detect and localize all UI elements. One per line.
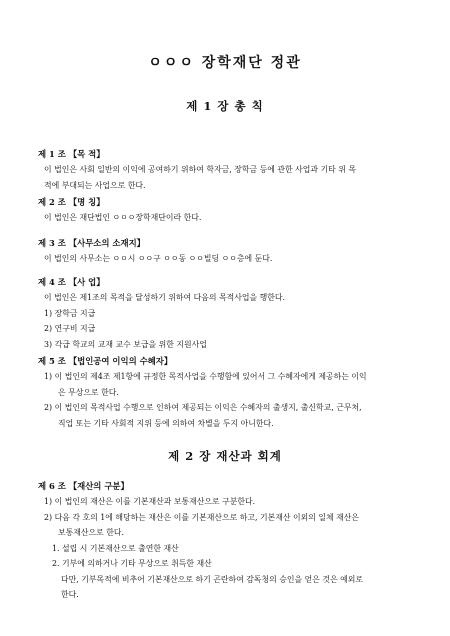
- article-2-line-1: 이 법인은 재단법인 ㅇㅇㅇ장학재단이라 한다.: [44, 213, 202, 222]
- article-5-para-2: 2) 이 법인의 목적사업 수행으로 인하여 제공되는 이익은 수혜자의 출생지, 출신학교, 근무처,: [44, 403, 362, 412]
- article-1: [38, 148, 416, 193]
- article-6-item-1: 1. 설립 시 기본재산으로 출연한 재산: [52, 543, 179, 553]
- article-6: [38, 480, 416, 603]
- article-6-para-1: 1) 이 법인의 재산은 이를 기본재산과 보통재산으로 구분한다.: [44, 497, 256, 506]
- article-6-item-2-proviso-cont: 한다.: [61, 590, 79, 599]
- article-5-para-1-cont: 은 무상으로 한다.: [58, 387, 119, 397]
- article-4-item-2: 2) 연구비 지급: [44, 324, 96, 333]
- chapter-2-heading: 제 2 장 재산과 회계: [168, 449, 282, 463]
- article-3: [38, 237, 416, 267]
- chapter-1-heading: 제 1 장 총 칙: [186, 99, 264, 113]
- article-5: [38, 355, 416, 431]
- article-3-line-1: 이 법인의 사무소는 ㅇㅇ시 ㅇㅇ구 ㅇㅇ동 ㅇㅇ빌딩 ㅇㅇ층에 둔다.: [44, 254, 273, 263]
- article-4-line-1: 이 법인은 제1조의 목적을 달성하기 위하여 다음의 목적사업을 행한다.: [44, 293, 286, 302]
- article-4-item-3: 3) 각급 학교의 교재 교수 보급을 위한 지원사업: [44, 339, 207, 349]
- article-4: [38, 276, 416, 352]
- document-title: ㅇㅇㅇ 장학재단 정관: [148, 55, 302, 71]
- article-6-item-2: 2. 기부에 의하거나 기타 무상으로 취득한 재산: [52, 559, 212, 568]
- article-5-para-2-cont: 직업 또는 기타 사회적 지위 등에 의하여 차별을 두지 아니한다.: [58, 418, 274, 428]
- article-2-heading: 제 2 조 【명 칭】: [38, 197, 105, 207]
- article-1-line-1: 이 법인은 사회 일반의 이익에 공여하기 위하여 학자금, 장학금 등에 관한 사업과 기타 위 목: [44, 165, 357, 174]
- article-5-para-1: 1) 이 법인의 제4조 제1항에 규정한 목적사업을 수행함에 있어서 그 수혜자에게 제공하는 이익: [44, 372, 367, 381]
- article-6-para-2: 2) 다음 각 호의 1에 해당하는 재산은 이를 기본재산으로 하고, 기본재산 이외의 일체 재산은: [44, 512, 360, 522]
- article-1-heading: 제 1 조 【목 적】: [38, 149, 105, 159]
- article-6-para-2-cont: 보통재산으로 한다.: [58, 528, 124, 537]
- article-6-item-2-proviso: 다만, 기부목적에 비추어 기본재산으로 하기 곤란하여 감독청의 승인을 얻은 것은 예외로: [61, 574, 363, 584]
- article-5-heading: 제 5 조 【법인공여 이익의 수혜자】: [38, 356, 173, 366]
- article-6-heading: 제 6 조 【재산의 구분】: [38, 481, 129, 491]
- article-2: [38, 196, 416, 226]
- article-4-heading: 제 4 조 【사 업】: [38, 277, 105, 287]
- article-1-line-2: 적에 부대되는 사업으로 한다.: [44, 180, 146, 190]
- article-4-item-1: 1) 장학금 지급: [44, 308, 96, 318]
- article-3-heading: 제 3 조 【사무소의 소재지】: [38, 238, 146, 248]
